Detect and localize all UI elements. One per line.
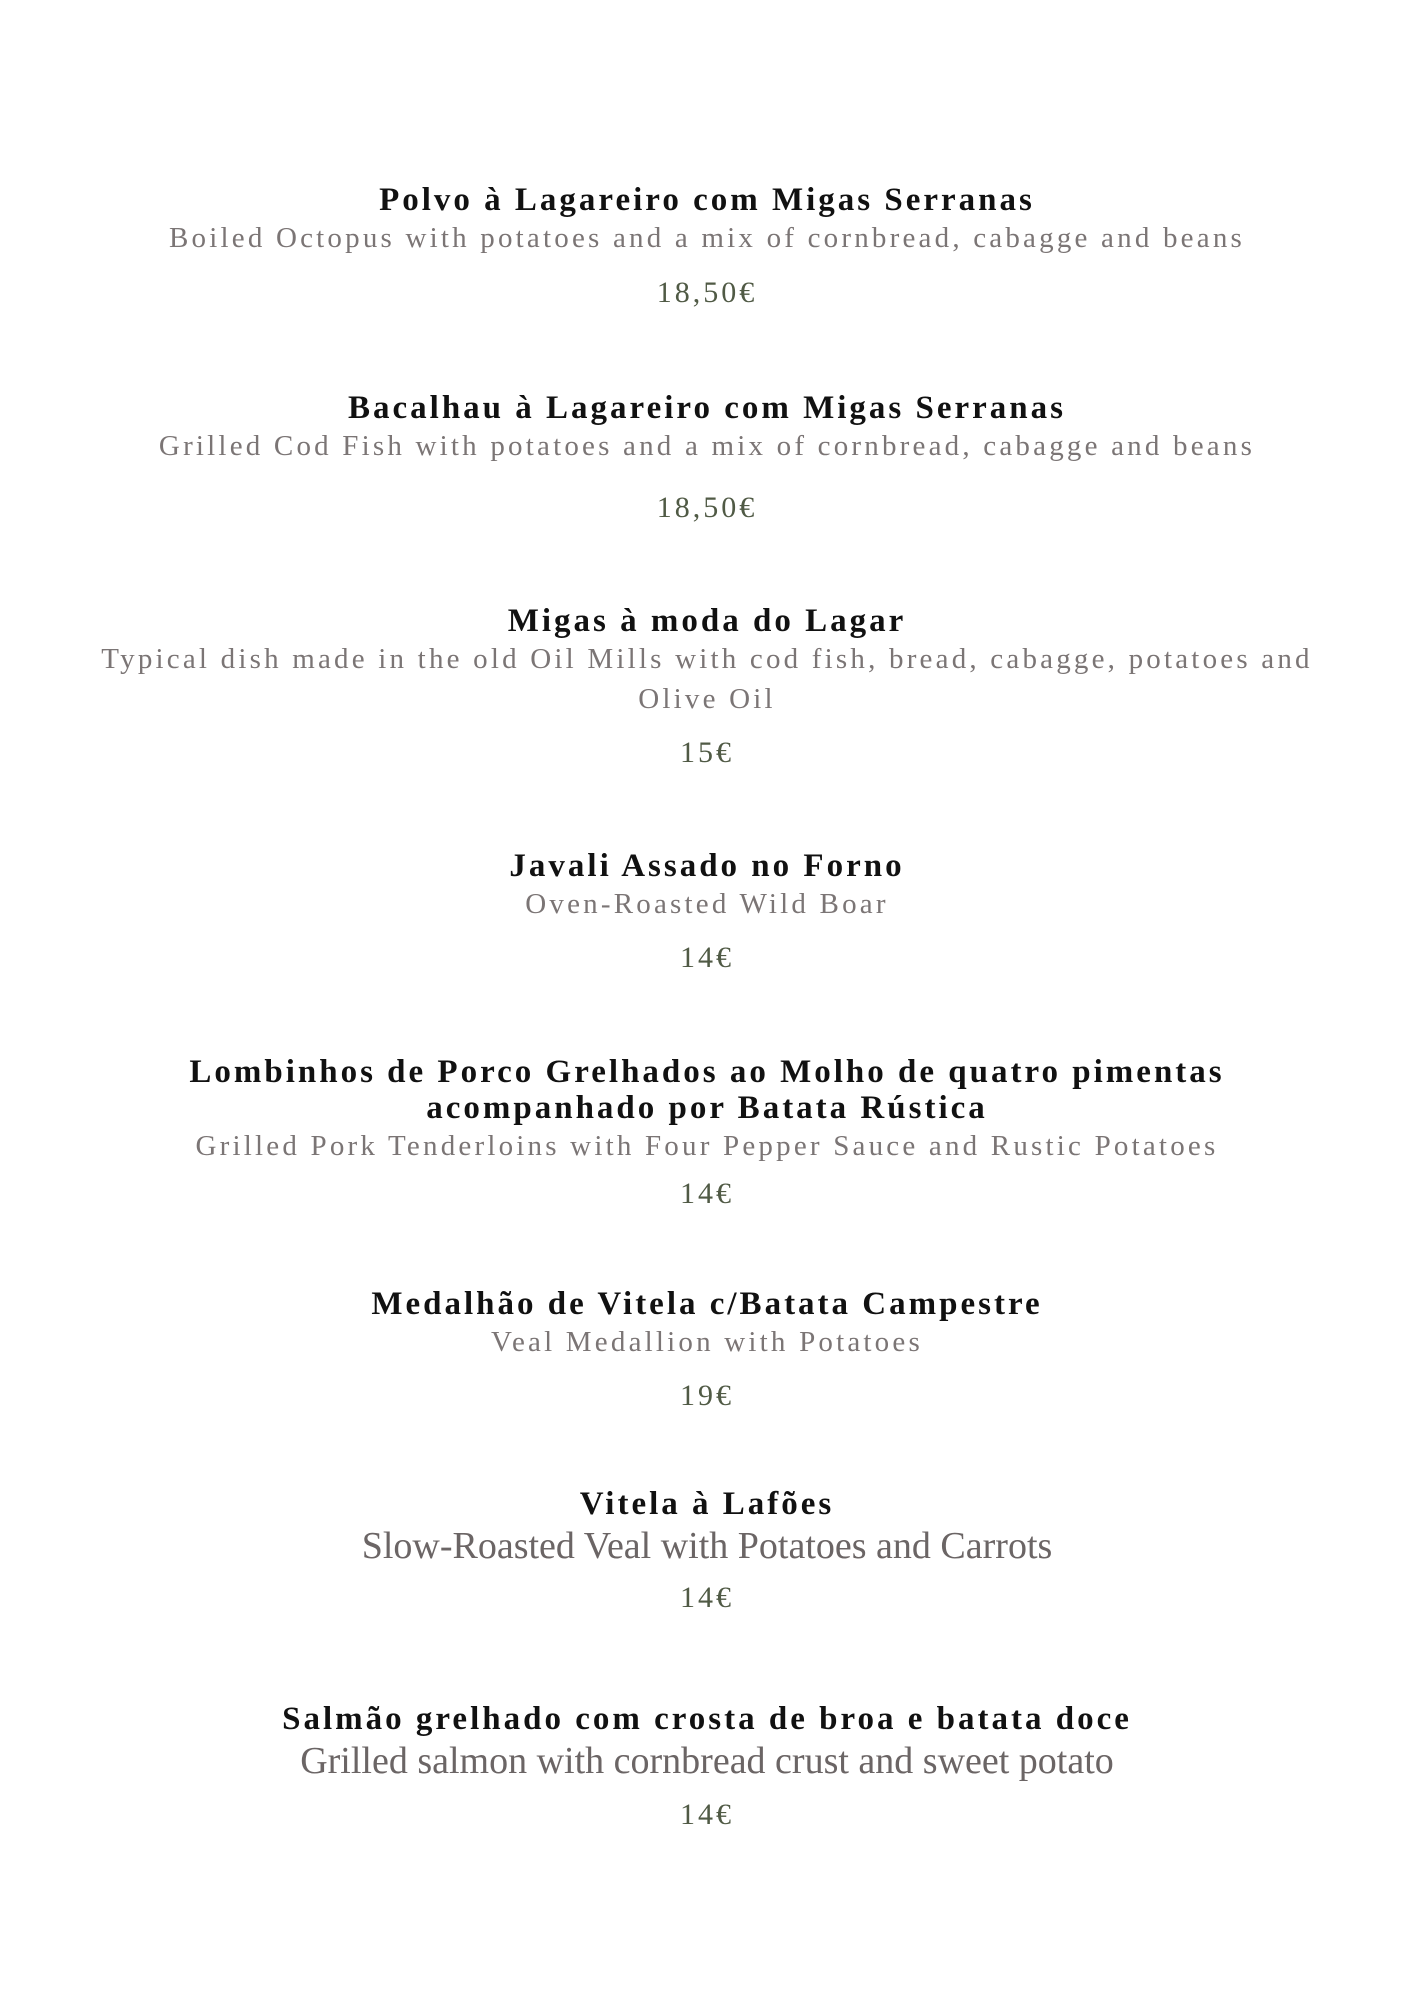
dish-price: 14€ — [680, 1581, 734, 1614]
dish-name: Javali Assado no Forno — [509, 848, 905, 884]
dish-price: 14€ — [680, 941, 734, 974]
dish-price: 18,50€ — [656, 491, 758, 524]
menu-item — [0, 182, 1414, 311]
dish-price: 19€ — [680, 1379, 734, 1412]
menu-item — [0, 848, 1414, 976]
dish-name: Medalhão de Vitela c/Batata Campestre — [371, 1286, 1043, 1322]
menu-item — [0, 1054, 1414, 1212]
dish-name: Lombinhos de Porco Grelhados ao Molho de quatro pimentas acompanhado por Batata Rústica — [189, 1054, 1225, 1126]
dish-name: Bacalhau à Lagareiro com Migas Serranas — [348, 390, 1066, 426]
dish-price: 14€ — [680, 1177, 734, 1210]
dish-name: Polvo à Lagareiro com Migas Serranas — [379, 182, 1035, 218]
dish-description: Grilled Pork Tenderloins with Four Pepper Sauce and Rustic Potatoes — [195, 1130, 1219, 1162]
dish-description: Grilled Cod Fish with potatoes and a mix of cornbread, cabagge and beans — [158, 430, 1256, 462]
dish-description: Slow-Roasted Veal with Potatoes and Carrots — [361, 1525, 1053, 1567]
dish-description: Oven-Roasted Wild Boar — [525, 888, 889, 920]
dish-description: Grilled salmon with cornbread crust and sweet potato — [300, 1740, 1114, 1782]
dish-price: 18,50€ — [656, 276, 758, 309]
menu-item — [0, 390, 1414, 526]
dish-name: Salmão grelhado com crosta de broa e batata doce — [282, 1701, 1132, 1737]
dish-name: Migas à moda do Lagar — [507, 603, 907, 639]
menu-item — [0, 1286, 1414, 1414]
dish-description: Veal Medallion with Potatoes — [491, 1326, 923, 1358]
dish-description: Typical dish made in the old Oil Mills with cod fish, bread, cabagge, potatoes and Olive Oil — [101, 643, 1313, 715]
dish-price: 15€ — [680, 736, 734, 769]
dish-description: Boiled Octopus with potatoes and a mix of cornbread, cabagge and beans — [168, 222, 1246, 254]
menu-item — [0, 1701, 1414, 1833]
menu-item — [0, 1486, 1414, 1616]
dish-price: 14€ — [680, 1798, 734, 1831]
menu-item — [0, 603, 1414, 771]
dish-name: Vitela à Lafões — [579, 1486, 835, 1522]
